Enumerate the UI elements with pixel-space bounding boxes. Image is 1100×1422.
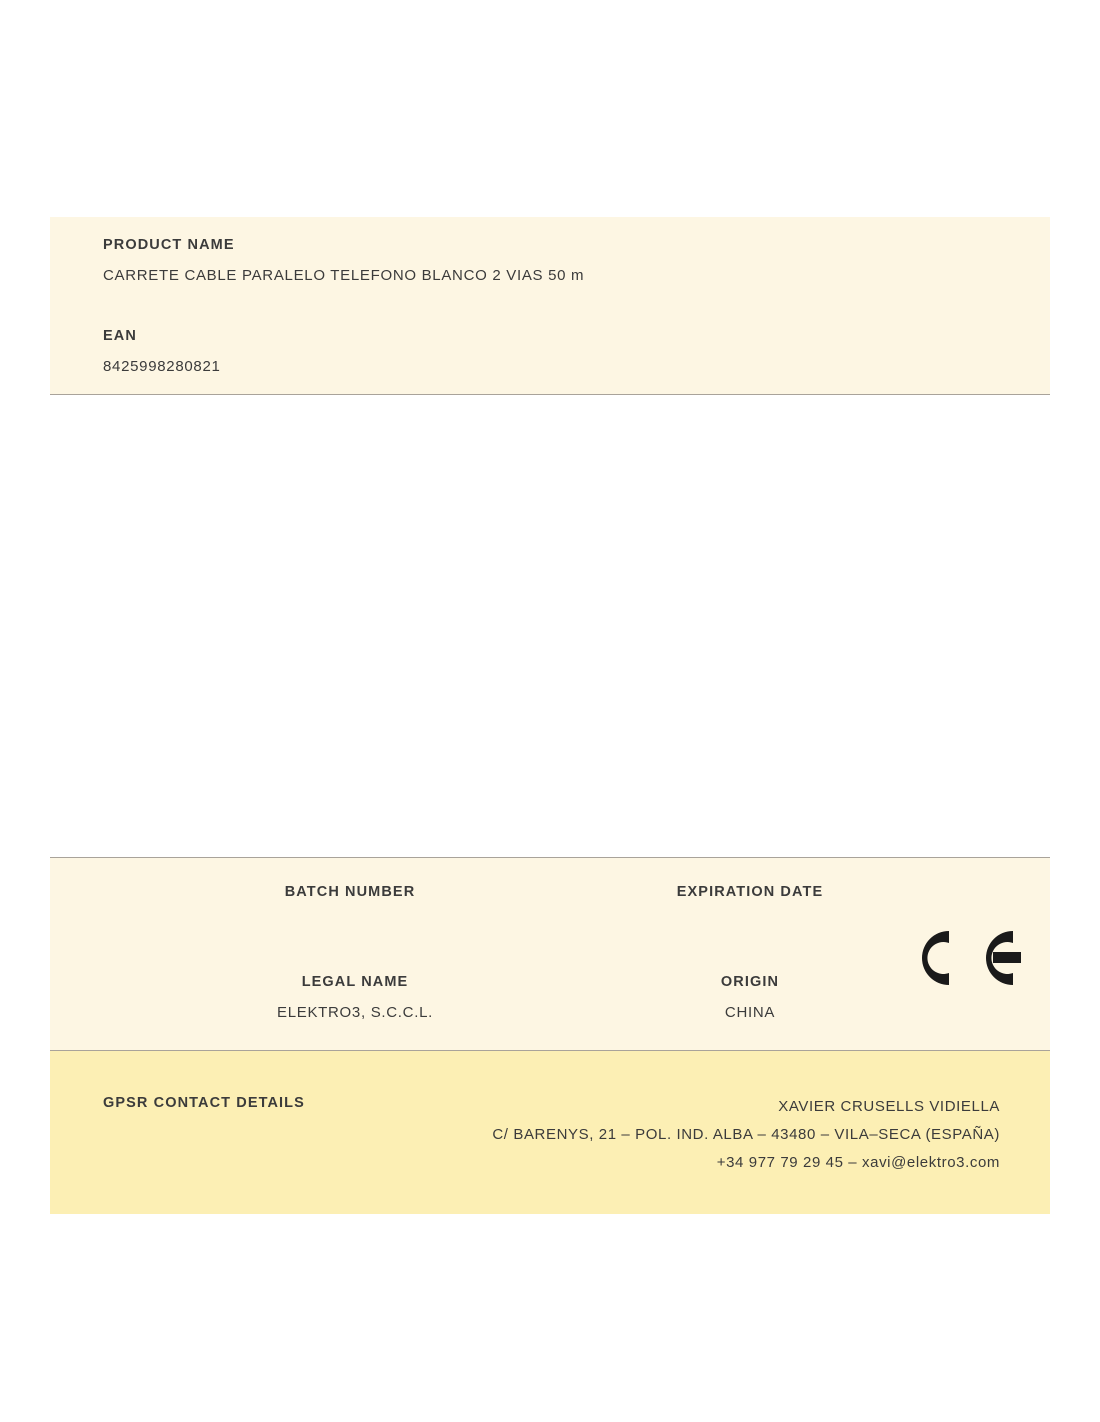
product-name-label: PRODUCT NAME (103, 237, 235, 253)
ean-label: EAN (103, 328, 137, 344)
product-name-value: CARRETE CABLE PARALELO TELEFONO BLANCO 2 VIAS 50 m (103, 267, 585, 284)
gpsr-contact-address: C/ BARENYS, 21 – POL. IND. ALBA – 43480 – VILA–SECA (ESPAÑA) (492, 1126, 1000, 1143)
batch-number-label: BATCH NUMBER (284, 884, 416, 900)
gpsr-contact-details (492, 1093, 1000, 1177)
gpsr-contact-label: GPSR CONTACT DETAILS (103, 1095, 305, 1111)
origin-label: ORIGIN (720, 974, 780, 990)
ce-marking-icon (905, 923, 1025, 993)
gpsr-contact-phone-email: +34 977 79 29 45 – xavi@elektro3.com (716, 1154, 1000, 1171)
legal-name-value: ELEKTRO3, S.C.C.L. (277, 1004, 433, 1021)
legal-name-label: LEGAL NAME (301, 974, 409, 990)
product-info-section (50, 217, 1050, 395)
expiration-date-label: EXPIRATION DATE (676, 884, 824, 900)
gpsr-contact-name: XAVIER CRUSELLS VIDIELLA (778, 1098, 1000, 1115)
ean-value: 8425998280821 (103, 358, 221, 375)
batch-legal-section (50, 857, 1050, 1051)
gpsr-contact-section (50, 1051, 1050, 1214)
origin-value: CHINA (724, 1004, 776, 1021)
